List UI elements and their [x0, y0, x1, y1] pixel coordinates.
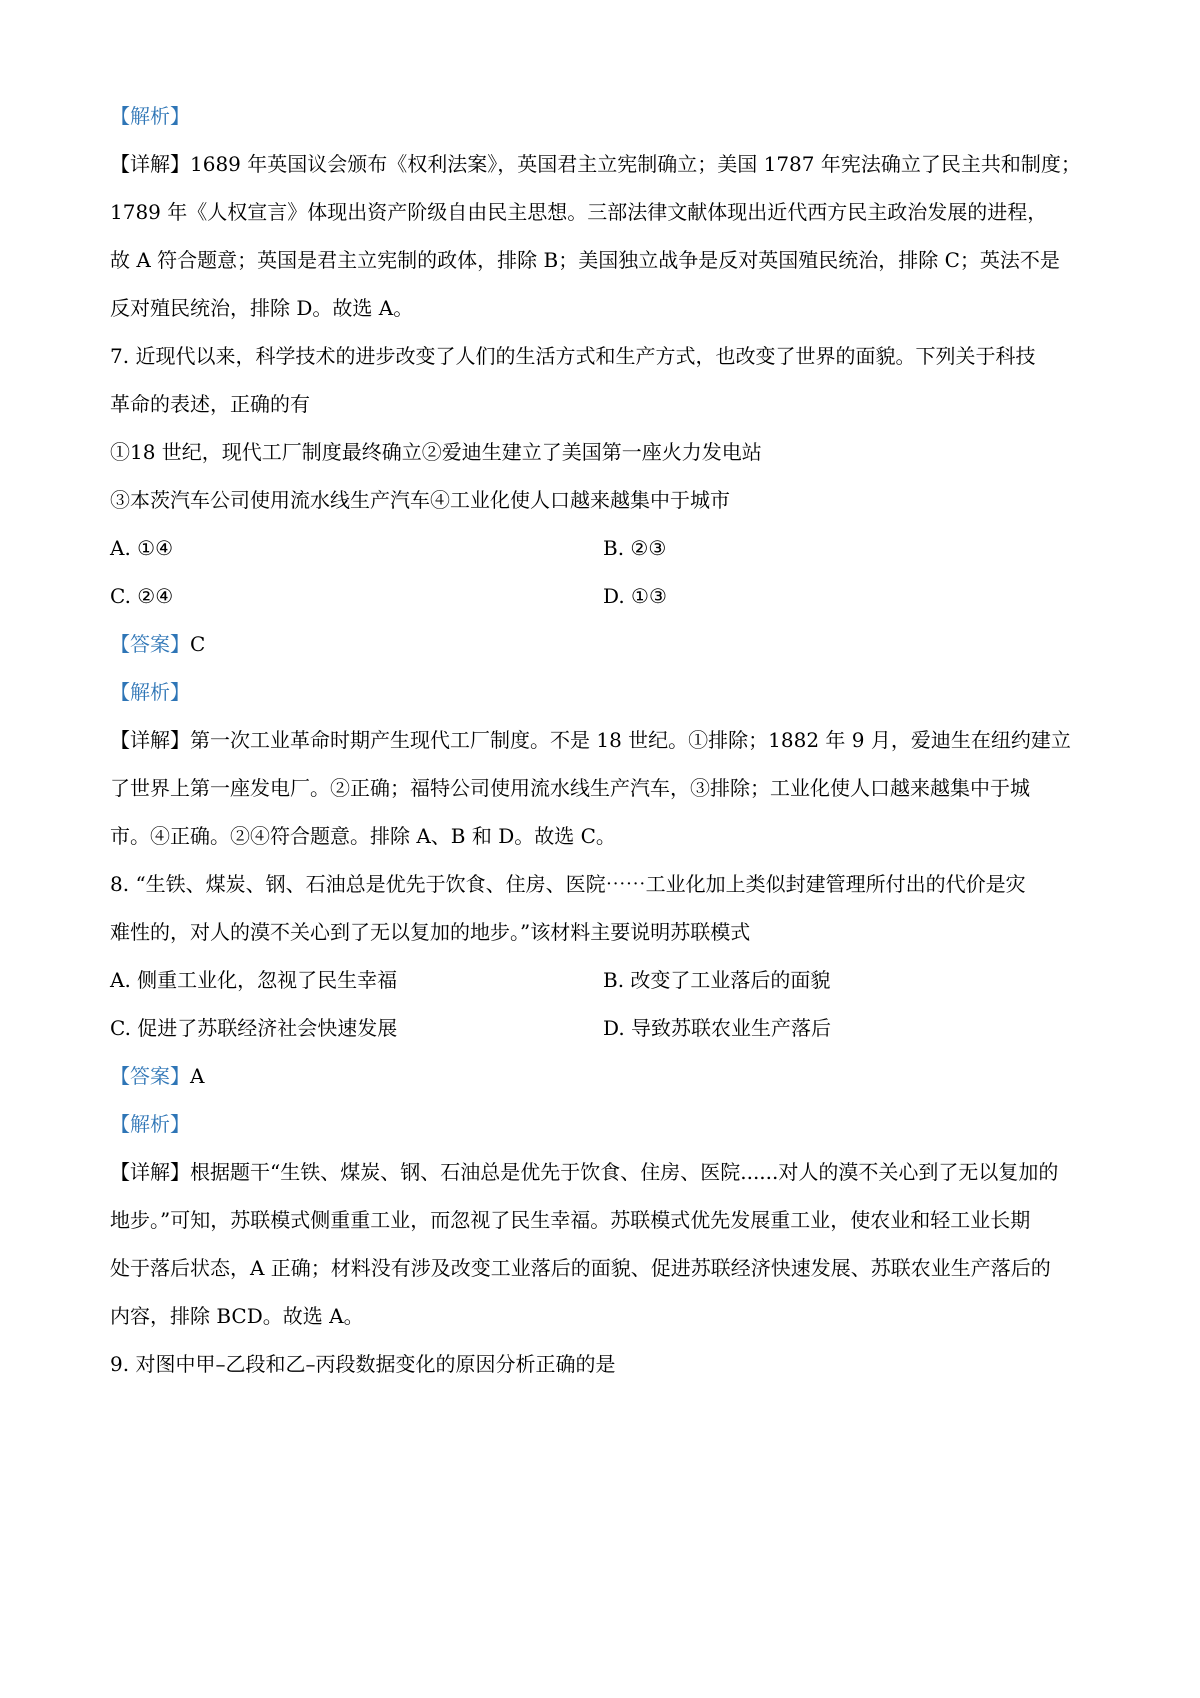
q8-answer-value: A — [190, 1064, 205, 1088]
q7-stem-line-2: 革命的表述，正确的有 — [110, 392, 310, 416]
q6-analysis-label: 【解析】 — [110, 104, 190, 128]
q8-answer-label: 【答案】 — [110, 1064, 190, 1088]
q8-options-row-1 — [110, 956, 1100, 1004]
q6-detail-line-2: 1789 年《人权宣言》体现出资产阶级自由民主思想。三部法律文献体现出近代西方民主政治发展的进程， — [110, 200, 1048, 224]
q7-detail-line-1: 【详解】第一次工业革命时期产生现代工厂制度。不是 18 世纪。①排除；1882 年 9 月，爱迪生在纽约建立 — [110, 728, 1071, 752]
q7-detail-line-2: 了世界上第一座发电厂。②正确；福特公司使用流水线生产汽车，③排除；工业化使人口越来越集中于城 — [110, 776, 1030, 800]
q8-detail-line-3: 处于落后状态，A 正确；材料没有涉及改变工业落后的面貌、促进苏联经济快速发展、苏联农业生产落后的 — [110, 1256, 1051, 1280]
q8-analysis-label: 【解析】 — [110, 1112, 190, 1136]
q8-option-b: B. 改变了工业落后的面貌 — [603, 968, 831, 992]
q7-detail-line-3: 市。④正确。②④符合题意。排除 A、B 和 D。故选 C。 — [110, 824, 616, 848]
q7-option-d: D. ①③ — [603, 584, 667, 608]
q9-stem: 9. 对图中甲–乙段和乙–丙段数据变化的原因分析正确的是 — [110, 1352, 616, 1376]
q7-item-line-1: ①18 世纪，现代工厂制度最终确立②爱迪生建立了美国第一座火力发电站 — [110, 440, 762, 464]
q7-analysis-label: 【解析】 — [110, 680, 190, 704]
q8-answer — [110, 1052, 1100, 1100]
q8-option-a: A. 侧重工业化，忽视了民生幸福 — [110, 968, 398, 992]
q7-detail-label: 【详解】 — [110, 728, 190, 752]
q8-options-row-2 — [110, 1004, 1100, 1052]
q7-stem-line-1: 7. 近现代以来，科学技术的进步改变了人们的生活方式和生产方式，也改变了世界的面貌。下列关于科技 — [110, 344, 1036, 368]
q8-stem-line-2: 难性的，对人的漠不关心到了无以复加的地步。”该材料主要说明苏联模式 — [110, 920, 751, 944]
q8-detail-label: 【详解】 — [110, 1160, 190, 1184]
q7-options-row-2 — [110, 572, 1100, 620]
q7-answer-label: 【答案】 — [110, 632, 190, 656]
q7-options-row-1 — [110, 524, 1100, 572]
q8-detail-line-4: 内容，排除 BCD。故选 A。 — [110, 1304, 364, 1328]
q7-answer — [110, 620, 1100, 668]
q7-option-a: A. ①④ — [110, 536, 174, 560]
q7-option-c: C. ②④ — [110, 584, 174, 608]
q6-detail-line-4: 反对殖民统治，排除 D。故选 A。 — [110, 296, 414, 320]
q6-detail-line-3: 故 A 符合题意；英国是君主立宪制的政体，排除 B；美国独立战争是反对英国殖民统治，排除 C；英法不是 — [110, 248, 1060, 272]
q7-answer-value: C — [190, 632, 206, 656]
q8-option-d: D. 导致苏联农业生产落后 — [603, 1016, 832, 1040]
q6-detail-line-1: 【详解】1689 年英国议会颁布《权利法案》，英国君主立宪制确立；美国 1787 年宪法确立了民主共和制度； — [110, 152, 1081, 176]
document-content — [110, 92, 1100, 1388]
q8-detail-line-2: 地步。”可知，苏联模式侧重重工业，而忽视了民生幸福。苏联模式优先发展重工业，使农业和轻工业长期 — [110, 1208, 1031, 1232]
q7-item-line-2: ③本茨汽车公司使用流水线生产汽车④工业化使人口越来越集中于城市 — [110, 488, 730, 512]
q8-detail-line-1: 【详解】根据题干“生铁、煤炭、钢、石油总是优先于饮食、住房、医院......对人的漠不关心到了无以复加的 — [110, 1160, 1059, 1184]
q7-option-b: B. ②③ — [603, 536, 667, 560]
q8-stem-line-1: 8. “生铁、煤炭、钢、石油总是优先于饮食、住房、医院⋯⋯工业化加上类似封建管理所付出的代价是灾 — [110, 872, 1026, 896]
q8-option-c: C. 促进了苏联经济社会快速发展 — [110, 1016, 398, 1040]
q6-detail-label: 【详解】 — [110, 152, 190, 176]
